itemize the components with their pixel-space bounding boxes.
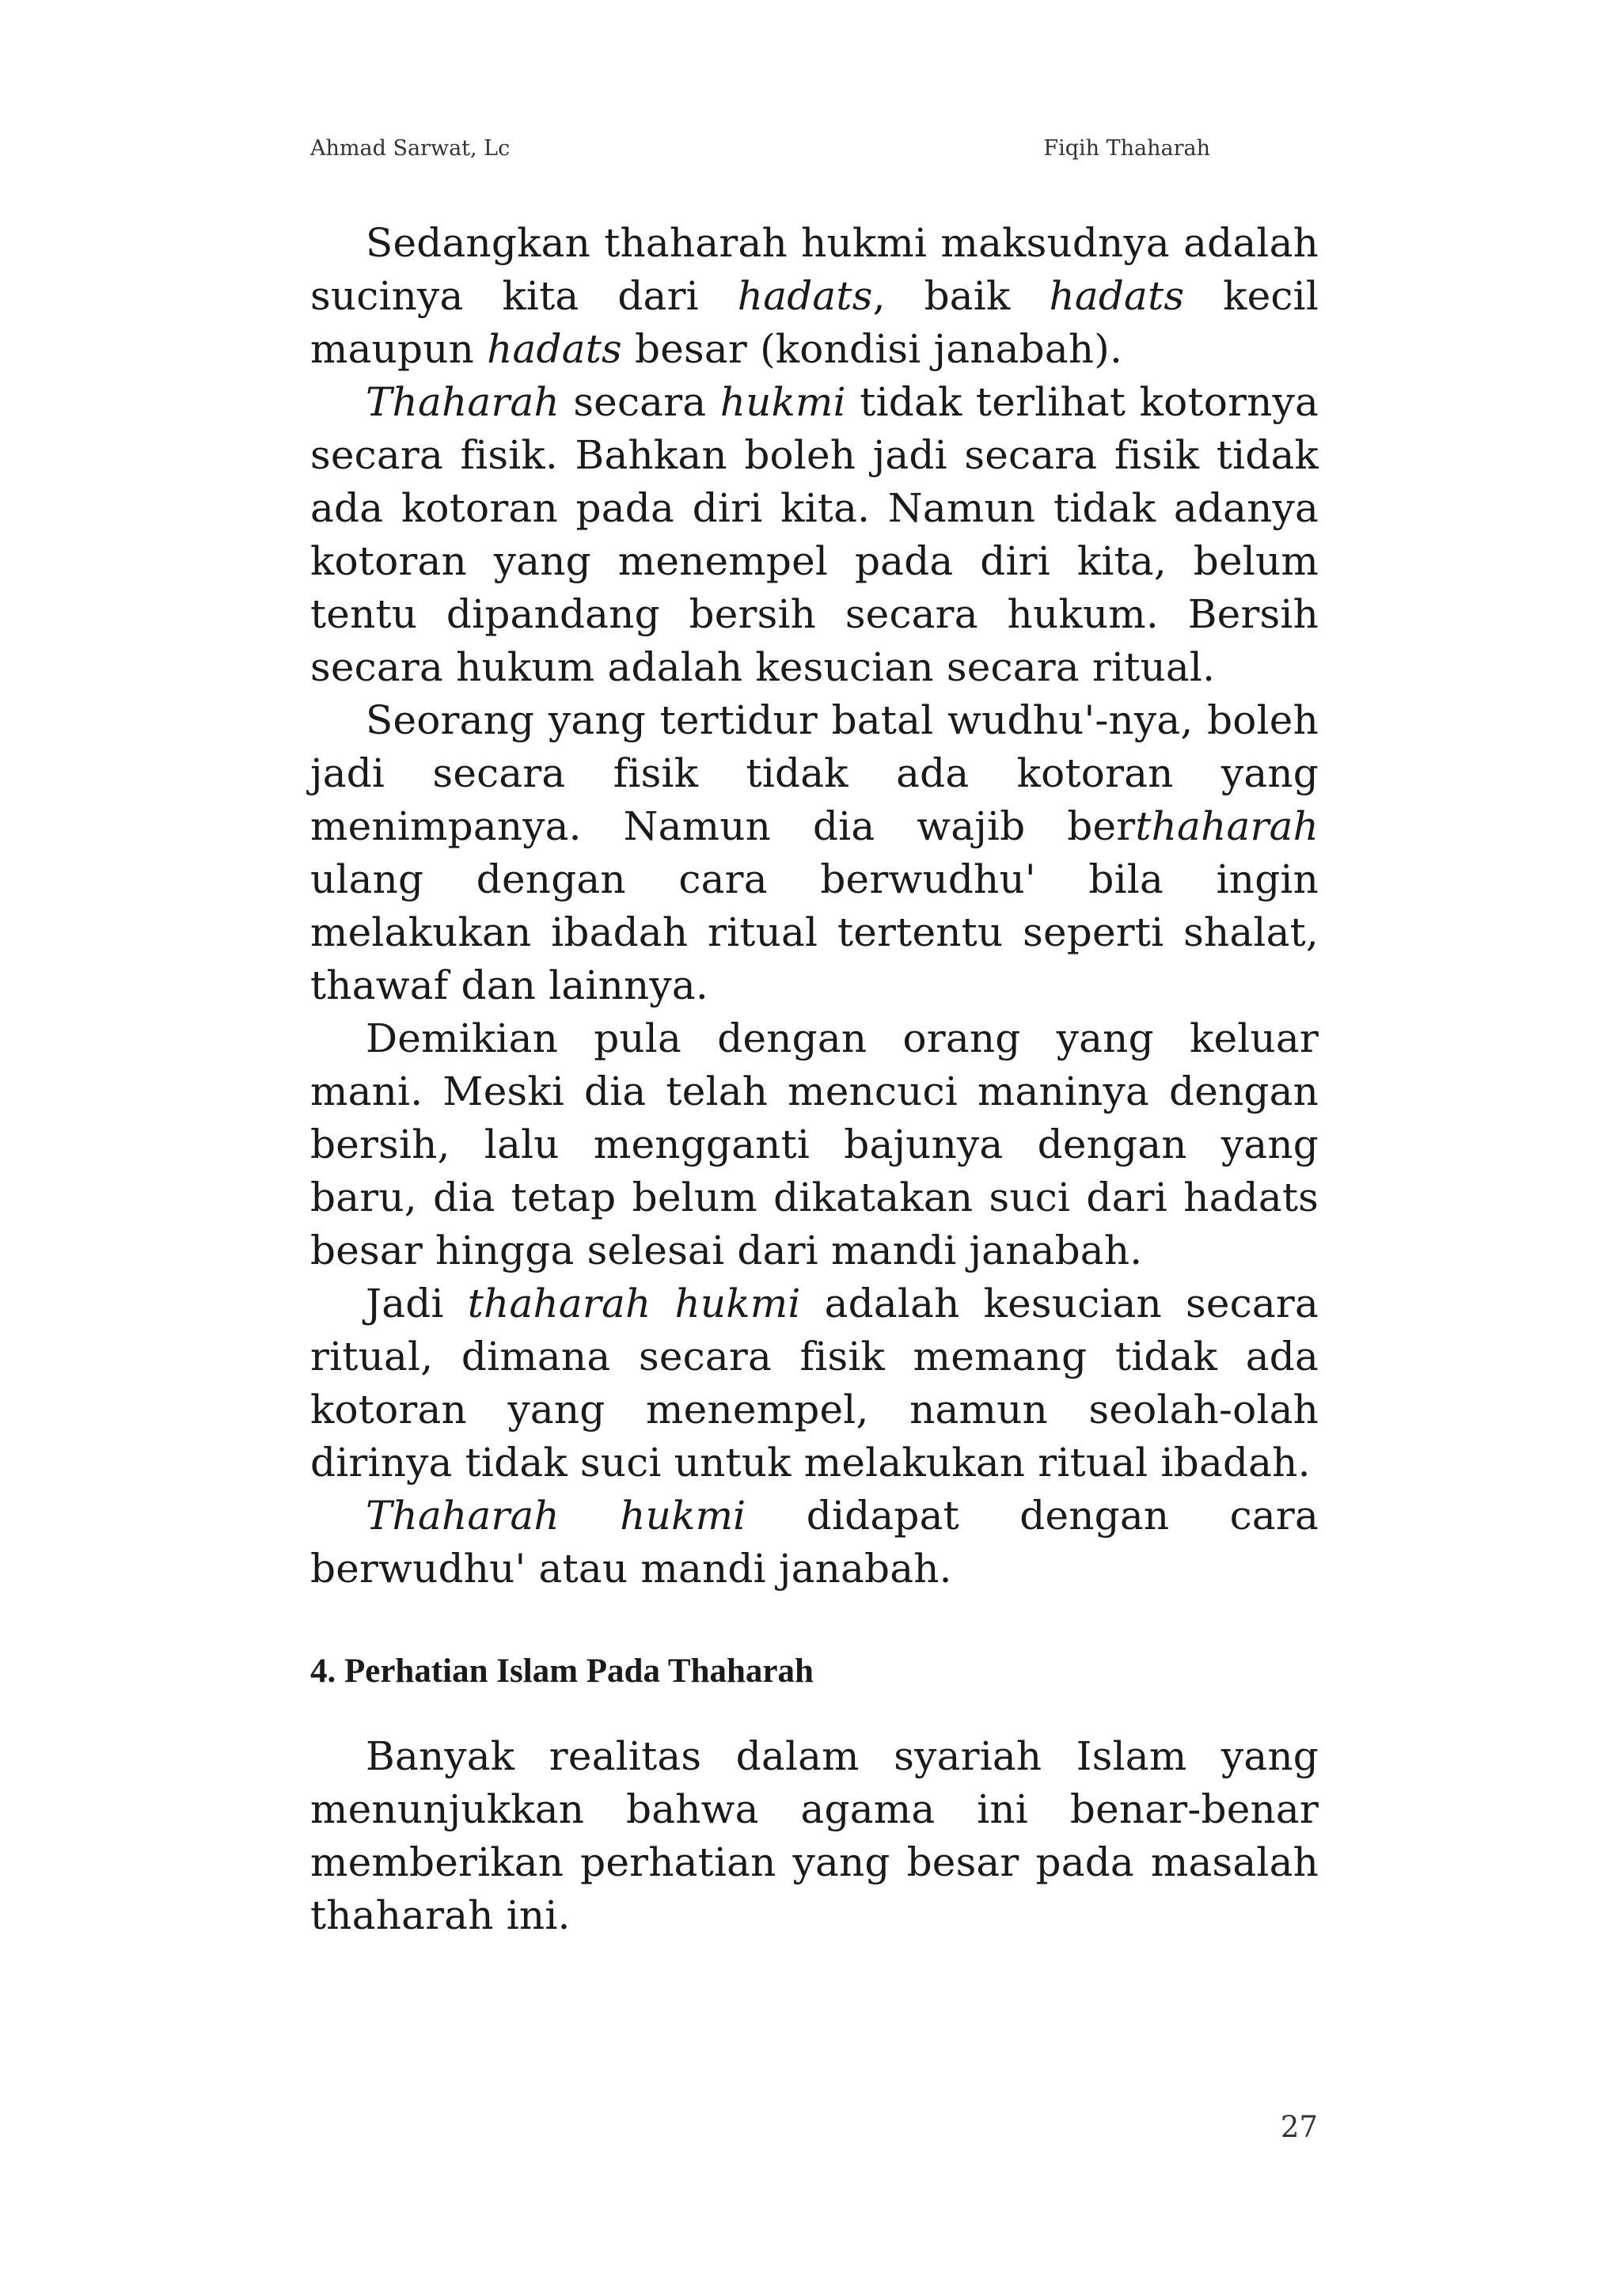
text-run: adalah kesucian secara ritual, dimana secara fisik memang tidak ada kotoran yang menempel, namun seolah-olah dirinya tidak suci untuk melakukan ritual ibadah. bbox=[310, 1281, 1319, 1486]
text-run: ulang dengan cara berwudhu' bila ingin melakukan ibadah ritual tertentu seperti shalat, thawaf dan lainnya. bbox=[310, 856, 1319, 1008]
paragraph bbox=[310, 694, 1319, 1012]
text-run: Jadi bbox=[366, 1281, 468, 1326]
paragraph bbox=[310, 1277, 1319, 1490]
text-run: Banyak realitas dalam syariah Islam yang menunjukkan bahwa agama ini benar-benar memberikan perhatian yang besar pada masalah thaharah ini. bbox=[310, 1733, 1319, 1938]
text-run: tidak terlihat kotornya secara fisik. Bahkan boleh jadi secara fisik tidak ada kotoran pada diri kita. Namun tidak adanya kotoran yang menempel pada diri kita, belum tentu dipandang bersih secara hukum. Bersih secara hukum adalah kesucian secara ritual. bbox=[310, 379, 1319, 690]
page-number: 27 bbox=[1280, 2110, 1318, 2144]
italic-term: thaharah hukmi bbox=[467, 1281, 801, 1326]
paragraph-group bbox=[310, 217, 1319, 1596]
text-run: secara bbox=[559, 379, 720, 425]
italic-term: Thaharah hukmi bbox=[366, 1493, 746, 1539]
paragraph bbox=[310, 1012, 1319, 1277]
paragraph bbox=[310, 1490, 1319, 1596]
italic-term: thaharah bbox=[1135, 803, 1319, 849]
italic-term: hadats bbox=[487, 326, 622, 372]
paragraph bbox=[310, 217, 1319, 376]
italic-term: hadats bbox=[737, 273, 873, 319]
text-run: kecil maupun bbox=[310, 273, 1319, 372]
text-run: Seorang yang tertidur batal wudhu'-nya, boleh jadi secara fisik tidak ada kotoran yang menimpanya. Namun dia wajib ber bbox=[310, 697, 1319, 849]
italic-term: Thaharah bbox=[366, 379, 560, 425]
text-run: didapat dengan cara berwudhu' atau mandi janabah. bbox=[310, 1493, 1319, 1592]
header-author: Ahmad Sarwat, Lc bbox=[310, 136, 511, 161]
paragraph bbox=[310, 376, 1319, 694]
italic-term: hukmi bbox=[719, 379, 846, 425]
text-run: Sedangkan thaharah hukmi maksudnya adalah sucinya kita dari bbox=[310, 220, 1319, 319]
header-book-title: Fiqih Thaharah bbox=[1043, 136, 1210, 161]
text-run: Demikian pula dengan orang yang keluar mani. Meski dia telah mencuci maninya dengan bersih, lalu mengganti bajunya dengan yang baru, dia tetap belum dikatakan suci dari hadats besar hingga selesai dari mandi janabah. bbox=[310, 1015, 1319, 1273]
section-heading: 4. Perhatian Islam Pada Thaharah bbox=[310, 1653, 814, 1690]
text-run: besar (kondisi janabah). bbox=[621, 326, 1123, 372]
section-paragraph-group bbox=[310, 1730, 1319, 1942]
paragraph bbox=[310, 1730, 1319, 1942]
text-run: , baik bbox=[872, 273, 1050, 319]
italic-term: hadats bbox=[1049, 273, 1185, 319]
body-text bbox=[310, 217, 1319, 1942]
